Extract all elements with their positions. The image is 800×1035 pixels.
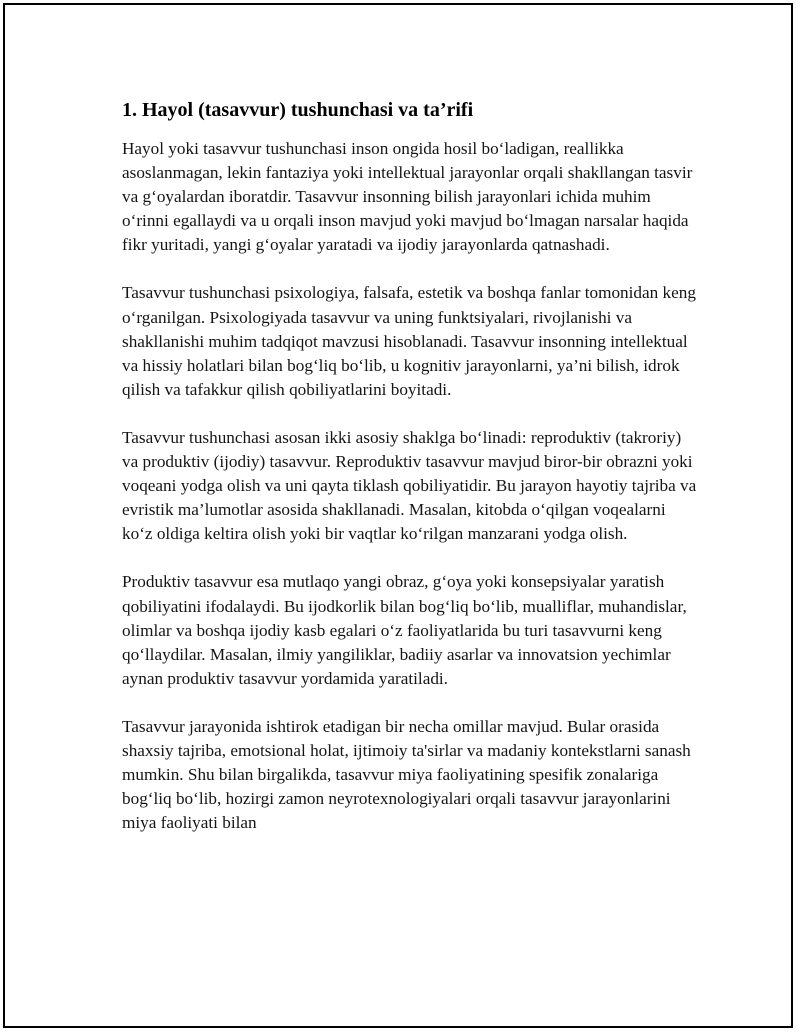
paragraph-3: Tasavvur tushunchasi asosan ikki asosiy shaklga bo‘linadi: reproduktiv (takroriy) va produktiv (ijodiy) tasavvur. Reproduktiv tasavvur mavjud biror-bir obrazni yoki voqeani yodga olish va uni qayta tiklash qobiliyatidir. Bu jarayon hayotiy tajriba va evristik ma’lumotlar asosida shakllanadi. Masalan, kitobda o‘qilgan voqealarni ko‘z oldiga keltira olish yoki bir vaqtlar ko‘rilgan manzarani yodga olish. [122, 427, 697, 544]
paragraph-2: Tasavvur tushunchasi psixologiya, falsafa, estetik va boshqa fanlar tomonidan keng o‘rganilgan. Psixologiyada tasavvur va uning funktsiyalari, rivojlanishi va shakllanishi muhim tadqiqot mavzusi hisoblanadi. Tasavvur insonning intellektual va hissiy holatlari bilan bog‘liq bo‘lib, u kognitiv jarayonlarni, ya’ni bilish, idrok qilish va tafakkur qilish qobiliyatlarini boyitadi. [122, 283, 696, 399]
paragraph-5: Tasavvur jarayonida ishtirok etadigan bir necha omillar mavjud. Bular orasida shaxsiy tajriba, emotsional holat, ijtimoiy ta'sirlar va madaniy kontekstlarni sanash mumkin. Shu bilan birgalikda, tasavvur miya faoliyatining spesifik zonalariga bog‘liq bo‘lib, hozirgi zamon neyrotexnologiyalari orqali tasavvur jarayonlarini miya faoliyati bilan [122, 716, 691, 833]
document-body [122, 97, 697, 859]
paragraph-1: Hayol yoki tasavvur tushunchasi inson ongida hosil bo‘ladigan, reallikka asoslanmagan, lekin fantaziya yoki intellektual jarayonlar orqali shakllangan tasvir va g‘oyalardan iboratdir. Tasavvur insonning bilish jarayonlari ichida muhim o‘rinni egallaydi va u orqali inson mavjud yoki mavjud bo‘lmagan narsalar haqida fikr yuritadi, yangi g‘oyalar yaratadi va ijodiy jarayonlarda qatnashadi. [122, 139, 693, 255]
section-heading: 1. Hayol (tasavvur) tushunchasi va ta’rifi [122, 99, 474, 121]
paragraph-4: Produktiv tasavvur esa mutlaqo yangi obraz, g‘oya yoki konsepsiyalar yaratish qobiliyatini ifodalaydi. Bu ijodkorlik bilan bog‘liq bo‘lib, mualliflar, muhandislar, olimlar va boshqa ijodiy kasb egalari o‘z faoliyatlarida bu turi tasavvurni keng qo‘llaydilar. Masalan, ilmiy yangiliklar, badiiy asarlar va innovatsion yechimlar aynan produktiv tasavvur yordamida yaratiladi. [122, 572, 687, 688]
page-frame [3, 3, 793, 1028]
